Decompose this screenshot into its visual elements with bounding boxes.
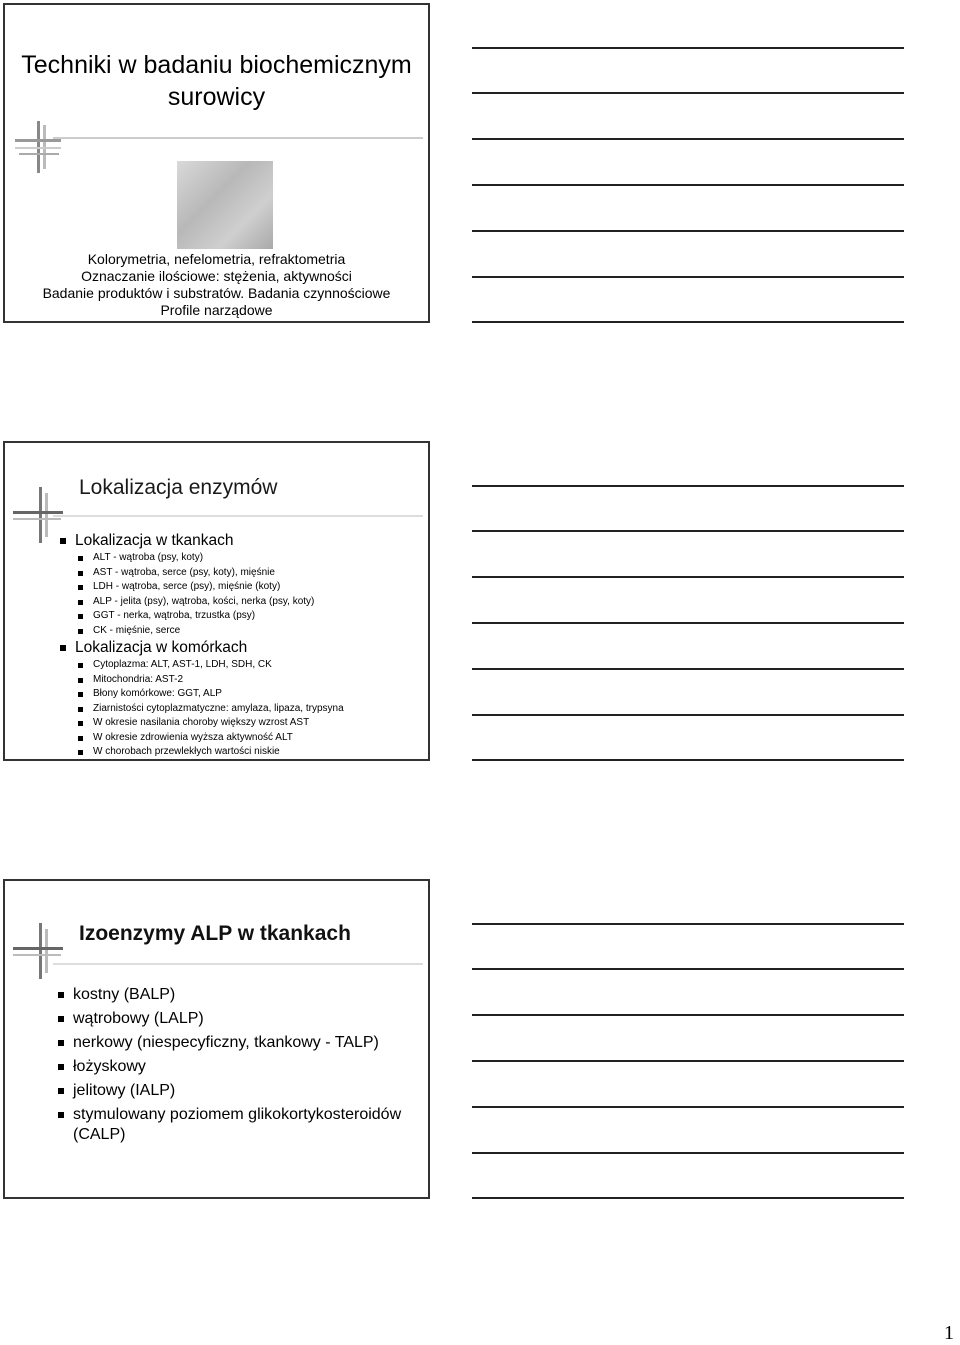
list-item: AST - wątroba, serce (psy, koty), mięśnie xyxy=(55,566,425,581)
list-item: wątrobowy (LALP) xyxy=(53,1009,423,1029)
list-item: kostny (BALP) xyxy=(53,985,423,1005)
slide-1-body xyxy=(5,251,428,319)
note-line xyxy=(472,714,904,716)
note-line xyxy=(472,923,904,925)
slide-3-list xyxy=(53,985,423,1149)
list-item: Cytoplazma: ALT, AST-1, LDH, SDH, CK xyxy=(55,658,425,673)
note-line xyxy=(472,1060,904,1062)
list-item: łożyskowy xyxy=(53,1057,423,1077)
list-item: Mitochondria: AST-2 xyxy=(55,673,425,688)
slide-1-title-line-1: Techniki w badaniu biochemicznym xyxy=(21,51,412,79)
note-line xyxy=(472,47,904,49)
note-line xyxy=(472,1197,904,1199)
note-line xyxy=(472,622,904,624)
note-line xyxy=(472,1152,904,1154)
list-item: Błony komórkowe: GGT, ALP xyxy=(55,687,425,702)
slide-1-title-line-2: surowicy xyxy=(167,83,266,111)
list-item: nerkowy (niespecyficzny, tkankowy - TALP) xyxy=(53,1033,423,1053)
note-line xyxy=(472,138,904,140)
slide-1 xyxy=(3,3,430,323)
note-line xyxy=(472,321,904,323)
note-line xyxy=(472,759,904,761)
list-item: W okresie zdrowienia wyższa aktywność ALT xyxy=(55,731,425,746)
slide-2 xyxy=(3,441,430,761)
list-item: W okresie nasilania choroby większy wzrost AST xyxy=(55,716,425,731)
list-item: ALT - wątroba (psy, koty) xyxy=(55,551,425,566)
list-item: GGT - nerka, wątroba, trzustka (psy) xyxy=(55,609,425,624)
list-item: W chorobach przewlekłych wartości niskie xyxy=(55,745,425,760)
page-number: 1 xyxy=(944,1322,954,1344)
note-line xyxy=(472,485,904,487)
note-line xyxy=(472,668,904,670)
list-item: LDH - wątroba, serce (psy), mięśnie (koty) xyxy=(55,580,425,595)
note-line xyxy=(472,184,904,186)
slide-1-line: Kolorymetria, nefelometria, refraktometria xyxy=(87,251,346,267)
slide-1-title xyxy=(5,49,428,113)
slide-2-list xyxy=(55,531,425,760)
slide-1-line: Oznaczanie ilościowe: stężenia, aktywności xyxy=(81,268,352,284)
list-item: ALP - jelita (psy), wątroba, kości, nerka (psy, koty) xyxy=(55,595,425,610)
note-line xyxy=(472,576,904,578)
list-item: stymulowany poziomem glikokortykosteroidów (CALP) xyxy=(53,1105,423,1145)
note-line xyxy=(472,530,904,532)
note-line xyxy=(472,276,904,278)
note-line xyxy=(472,968,904,970)
note-line xyxy=(472,230,904,232)
list-item: CK - mięśnie, serce xyxy=(55,624,425,639)
list-heading: Lokalizacja w tkankach xyxy=(55,531,425,551)
list-item: jelitowy (IALP) xyxy=(53,1081,423,1101)
test-tubes-photo xyxy=(177,161,273,249)
slide-3-title: Izoenzymy ALP w tkankach xyxy=(79,922,351,945)
slide-2-title: Lokalizacja enzymów xyxy=(79,476,278,499)
slide-1-line: Badanie produktów i substratów. Badania czynnościowe xyxy=(42,285,391,301)
slide-1-line: Profile narządowe xyxy=(160,302,273,318)
note-line xyxy=(472,1106,904,1108)
list-item: Ziarnistości cytoplazmatyczne: amylaza, lipaza, trypsyna xyxy=(55,702,425,717)
list-heading: Lokalizacja w komórkach xyxy=(55,638,425,658)
slide-3 xyxy=(3,879,430,1199)
note-line xyxy=(472,92,904,94)
note-line xyxy=(472,1014,904,1016)
